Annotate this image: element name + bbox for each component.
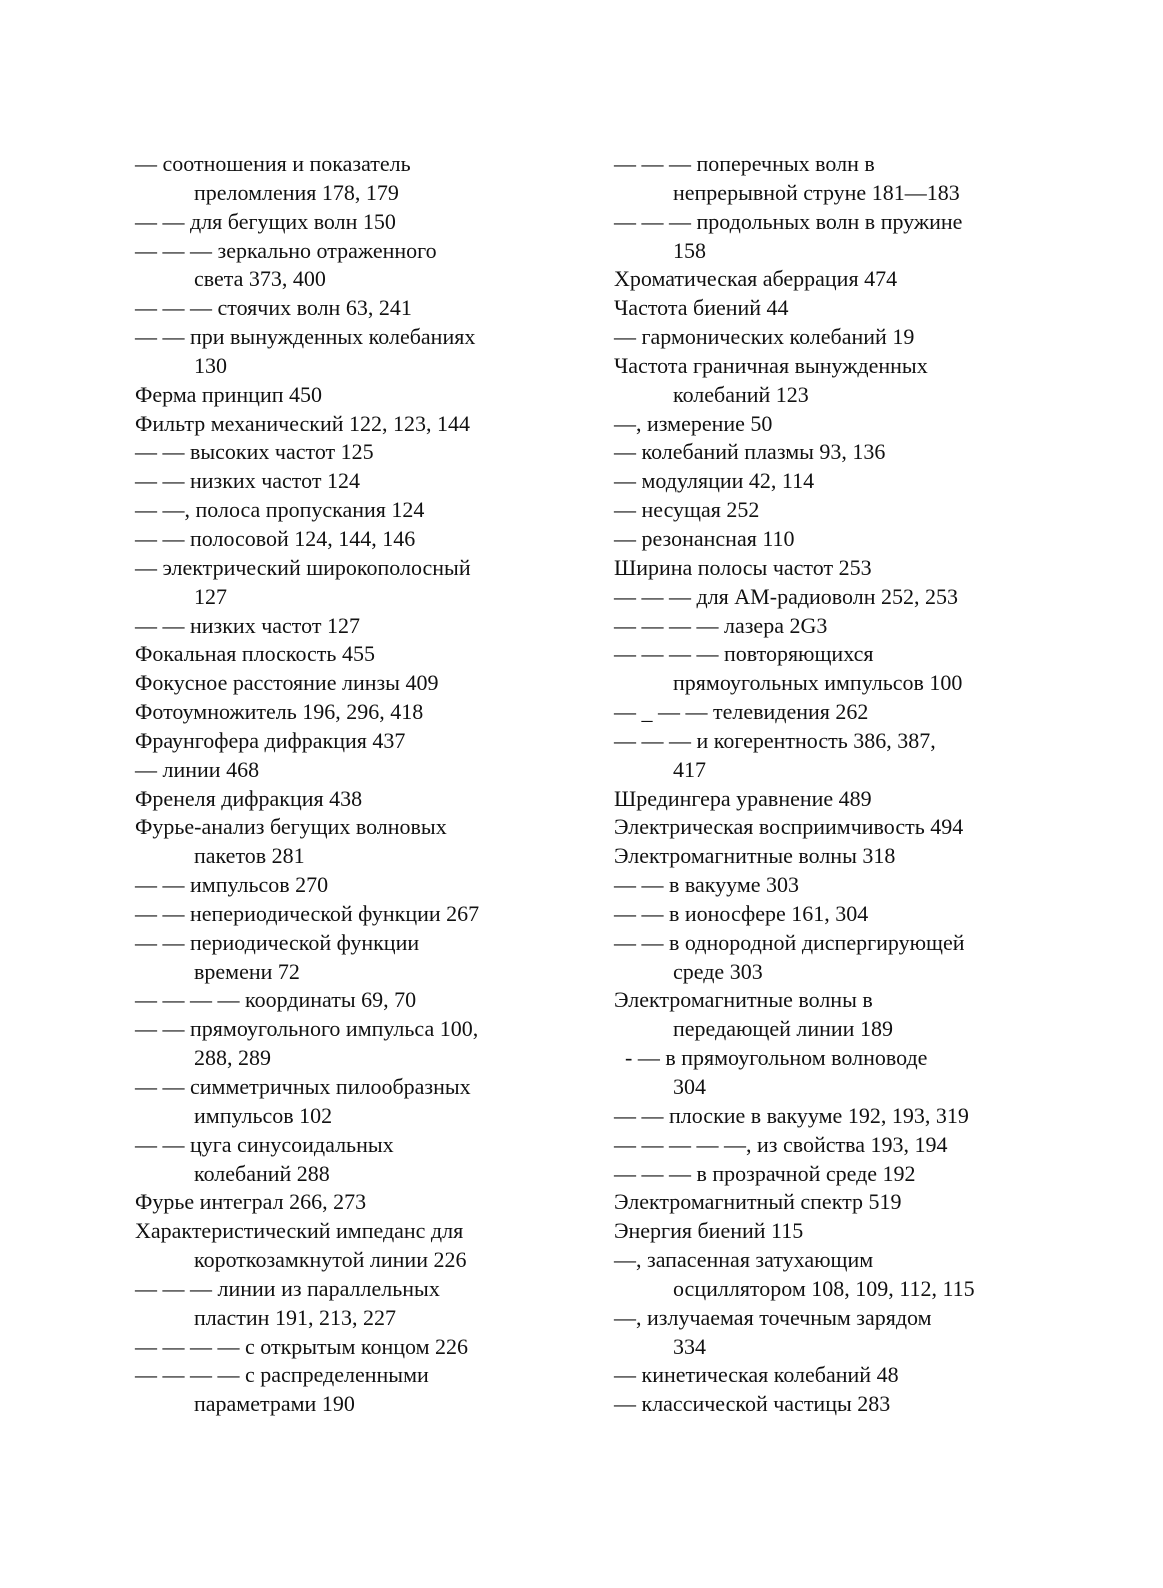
index-entry-continuation: света 373, 400 (194, 266, 326, 292)
index-entry: — — симметричных пилообразных (135, 1074, 471, 1099)
index-entry: — —, полоса пропускания 124 (135, 497, 425, 523)
index-entry: Фраунгофера дифракция 437 (135, 727, 406, 753)
index-entry-continuation: 158 (673, 237, 706, 263)
index-entry: — — низких частот 127 (135, 612, 360, 638)
index-entry: Энергия биений 115 (614, 1218, 804, 1244)
index-entry-continuation: пластин 191, 213, 227 (194, 1304, 396, 1330)
index-entry-continuation: импульсов 102 (194, 1102, 333, 1128)
index-entry: — — — — с распределенными (135, 1362, 429, 1388)
index-entry: — — плоские в вакууме 192, 193, 319 (614, 1102, 969, 1128)
index-entry: — резонансная 110 (614, 525, 795, 551)
index-column-right (614, 150, 1054, 1419)
index-entry: —, излучаемая точечным зарядом (614, 1304, 932, 1330)
index-entry: — — — и когерентность 386, 387, (614, 727, 936, 753)
index-entry: — — низких частот 124 (135, 468, 360, 494)
index-entry: — — цуга синусоидальных (135, 1131, 394, 1157)
index-entry-continuation: 304 (673, 1074, 706, 1099)
index-entry-continuation: колебаний 288 (194, 1160, 330, 1186)
index-entry: — — прямоугольного импульса 100, (135, 1016, 479, 1042)
index-entry: Фурье-анализ бегущих волновых (135, 814, 447, 840)
index-entry: Хроматическая аберрация 474 (614, 266, 898, 292)
index-entry: — — в вакууме 303 (614, 872, 800, 898)
index-entry: — — высоких частот 125 (135, 439, 374, 465)
index-entry: Частота биений 44 (614, 295, 789, 321)
index-entry: — — — — координаты 69, 70 (135, 987, 417, 1013)
index-entry-continuation: среде 303 (673, 958, 763, 984)
index-entry: — — в однородной диспергирующей (614, 929, 965, 955)
index-entry: — — в ионосфере 161, 304 (614, 900, 869, 926)
index-entry-continuation: короткозамкнутой линии 226 (194, 1247, 467, 1273)
index-entry-continuation: 288, 289 (194, 1045, 271, 1071)
index-entry: — — — — с открытым концом 226 (135, 1333, 468, 1359)
index-entry-continuation: пакетов 281 (194, 843, 305, 869)
index-entry: — — — поперечных волн в (614, 151, 875, 176)
index-entry: Шредингера уравнение 489 (614, 785, 872, 811)
index-entry: — — — стоячих волн 63, 241 (135, 295, 412, 321)
index-entry-continuation: 130 (194, 352, 227, 378)
index-entry: - — в прямоугольном волноводе (614, 1045, 928, 1071)
index-entry: — — для бегущих волн 150 (135, 208, 396, 234)
index-entry: — — — зеркально отраженного (135, 237, 437, 263)
index-entry: Ферма принцип 450 (135, 381, 322, 407)
index-entry: — модуляции 42, 114 (614, 468, 815, 494)
index-entry: — гармонических колебаний 19 (614, 324, 915, 350)
index-entry: — соотношения и показатель (135, 151, 411, 176)
index-entry: — — — — повторяющихся (614, 641, 874, 667)
index-entry: — — при вынужденных колебаниях (135, 324, 476, 350)
index-entry: — — — продольных волн в пружине (614, 208, 963, 234)
index-entry: Электромагнитные волны в (614, 987, 873, 1013)
index-entry: — линии 468 (135, 756, 260, 782)
index-entry-continuation: прямоугольных импульсов 100 (673, 670, 963, 696)
index-entry: — — — линии из параллельных (135, 1275, 440, 1301)
index-entry: Фокальная плоскость 455 (135, 641, 375, 667)
index-entry: Частота граничная вынужденных (614, 352, 928, 378)
index-entry: — колебаний плазмы 93, 136 (614, 439, 886, 465)
index-entry: — — — — —, из свойства 193, 194 (614, 1131, 948, 1157)
index-entry: Электромагнитные волны 318 (614, 843, 896, 869)
index-entry: —, измерение 50 (614, 410, 773, 436)
index-entry-continuation: преломления 178, 179 (194, 179, 399, 205)
index-entry: — — периодической функции (135, 929, 420, 955)
index-entry: — несущая 252 (614, 497, 760, 523)
index-entry: Фурье интеграл 266, 273 (135, 1189, 367, 1215)
index-entry-continuation: 334 (673, 1333, 706, 1359)
index-entry: — электрический широкополосный (135, 554, 471, 580)
index-entry: — — — в прозрачной среде 192 (614, 1160, 916, 1186)
index-entry-continuation: времени 72 (194, 958, 300, 984)
index-entry: Фотоумножитель 196, 296, 418 (135, 699, 424, 725)
index-entry: Фокусное расстояние линзы 409 (135, 670, 439, 696)
index-entry: Ширина полосы частот 253 (614, 554, 872, 580)
index-entry: — _ — — телевидения 262 (614, 699, 869, 725)
index-entry: Френеля дифракция 438 (135, 785, 363, 811)
index-entry: — кинетическая колебаний 48 (614, 1362, 899, 1388)
index-entry-continuation: колебаний 123 (673, 381, 809, 407)
index-entry: — классической частицы 283 (614, 1391, 891, 1417)
index-entry: Фильтр механический 122, 123, 144 (135, 410, 471, 436)
index-entry-continuation: осциллятором 108, 109, 112, 115 (673, 1275, 975, 1301)
index-entry: — — — — лазера 2G3 (614, 612, 828, 638)
index-entry: — — импульсов 270 (135, 872, 329, 898)
index-entry-continuation: непрерывной струне 181—183 (673, 179, 960, 205)
index-entry: — — — для АМ-радиоволн 252, 253 (614, 583, 958, 609)
index-entry: — — полосовой 124, 144, 146 (135, 525, 416, 551)
index-entry: — — непериодической функции 267 (135, 900, 480, 926)
index-entry: Характеристический импеданс для (135, 1218, 464, 1244)
index-entry-continuation: 127 (194, 583, 227, 609)
index-entry-continuation: передающей линии 189 (673, 1016, 893, 1042)
index-entry: Электромагнитный спектр 519 (614, 1189, 902, 1215)
index-entry-continuation: 417 (673, 756, 706, 782)
index-column-left (135, 150, 575, 1419)
index-entry-continuation: параметрами 190 (194, 1391, 355, 1417)
index-entry: Электрическая восприимчивость 494 (614, 814, 964, 840)
index-entry: —, запасенная затухающим (614, 1247, 874, 1273)
